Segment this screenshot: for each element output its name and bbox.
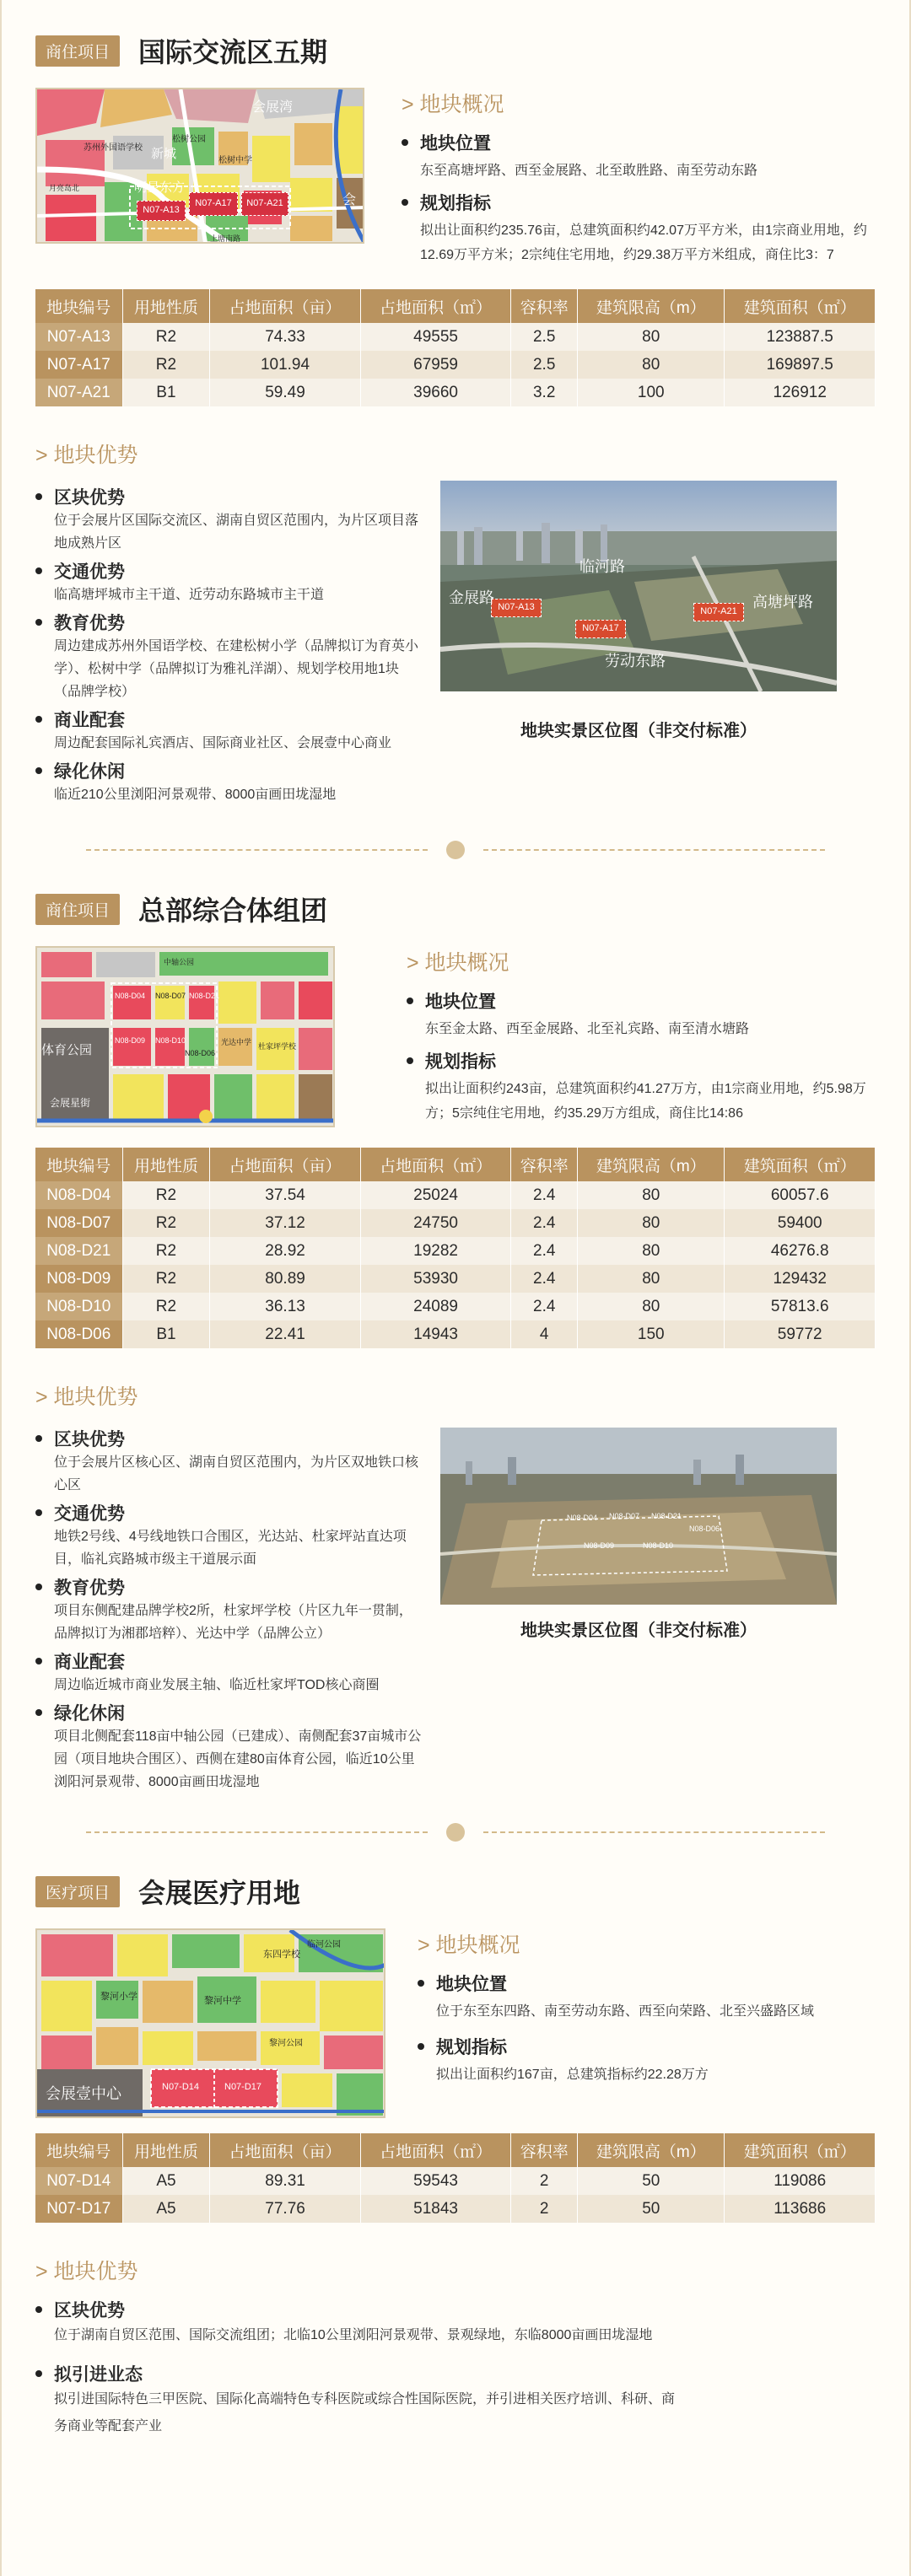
table-cell: 126912: [725, 379, 876, 406]
table-cell: 2.4: [511, 1209, 578, 1237]
table-cell: 80: [578, 1237, 725, 1265]
table-cell: R2: [122, 1181, 210, 1209]
advantages-list: [35, 481, 423, 809]
table-header: 用地性质: [122, 1148, 210, 1181]
table-cell: R2: [122, 351, 210, 379]
table-cell: 101.94: [210, 351, 361, 379]
table-cell: 100: [578, 379, 725, 406]
table-cell: 77.76: [210, 2195, 361, 2223]
table-cell: 24089: [360, 1293, 511, 1320]
table-header: 占地面积（㎡）: [360, 2133, 511, 2167]
photo-plot: N07-A21: [693, 603, 744, 621]
overview-item: [407, 1048, 876, 1126]
advantage-text: 周边配套国际礼宾酒店、国际商业社区、会展壹中心商业: [54, 736, 392, 750]
photo-road-label: 劳动东路: [605, 653, 666, 670]
table-cell: 129432: [725, 1265, 876, 1293]
advantages-list: [35, 1422, 423, 1797]
map-plot: N08-D10: [155, 1036, 186, 1045]
table-cell: 2.4: [511, 1237, 578, 1265]
table-header: 容积率: [511, 1148, 578, 1181]
advantages-heading: > 地块优势: [35, 2260, 138, 2283]
location-map: [35, 946, 335, 1127]
table-cell: 2.4: [511, 1265, 578, 1293]
overview-heading: > 地块概况: [418, 1933, 520, 1957]
map-plot: N07-D14: [162, 2082, 200, 2092]
map-label: 东四学校: [263, 1949, 300, 1960]
map-plot: N08-D09: [115, 1036, 146, 1045]
table-row: [35, 1181, 876, 1209]
section-title: 总部综合体组团: [138, 895, 328, 926]
photo-road-label: 金展路: [449, 589, 494, 606]
table-cell: N07-A13: [35, 323, 122, 351]
table-cell: 22.41: [210, 1320, 361, 1348]
map-graphic: [37, 89, 364, 244]
map-plot: N08-D07: [155, 992, 186, 1000]
overview-item-text: 东至高塘坪路、西至金展路、北至敢胜路、南至劳动东路: [420, 164, 758, 178]
advantage-text: 项目东侧配建品牌学校2所，杜家坪学校（片区九年一贯制，品牌拟订为湘郡培粹）、光达中学（品牌公立）: [54, 1604, 412, 1641]
overview-item: [402, 130, 876, 183]
overview-item: [407, 988, 876, 1041]
advantage-title: 拟引进业态: [35, 2361, 677, 2386]
table-cell: 80: [578, 351, 725, 379]
advantage-text: 临近210公里浏阳河景观带、8000亩画田垅湿地: [54, 788, 337, 802]
table-row: [35, 1237, 876, 1265]
table-cell: 2.5: [511, 323, 578, 351]
table-cell: 39660: [360, 379, 511, 406]
table-header: 地块编号: [35, 289, 122, 323]
map-plot: N07-D17: [224, 2082, 262, 2092]
table-row: [35, 1320, 876, 1348]
section-intl-exchange: [2, 0, 909, 809]
photo-road-label: 临河路: [579, 558, 625, 575]
table-header: 占地面积（亩）: [210, 289, 361, 323]
table-cell: N08-D06: [35, 1320, 122, 1348]
project-tag: 医疗项目: [35, 1876, 120, 1907]
table-row: [35, 351, 876, 379]
photo-plot: N08-D06: [689, 1525, 720, 1533]
table-cell: N07-A21: [35, 379, 122, 406]
overview-item-title: 规划指标: [402, 190, 876, 215]
overview-item-text: 拟出让面积约243亩，总建筑面积约41.27万方，由1宗商业用地，约5.98万方；5宗纯住宅用地，约35.29万方组成，商住比14:86: [425, 1082, 866, 1121]
table-cell: 4: [511, 1320, 578, 1348]
section-medical: [2, 1866, 909, 2440]
table-cell: 150: [578, 1320, 725, 1348]
table-header: 建筑限高（m）: [578, 2133, 725, 2167]
map-label: 会: [342, 193, 357, 207]
overview-heading: > 地块概况: [407, 951, 509, 975]
table-cell: 28.92: [210, 1237, 361, 1265]
table-cell: 50: [578, 2195, 725, 2223]
map-label: 光达中学: [221, 1038, 252, 1046]
map-label: 中轴公园: [164, 958, 195, 966]
plot-table: [35, 1148, 876, 1348]
table-cell: A5: [122, 2195, 210, 2223]
section-hq-complex: [2, 884, 909, 1797]
map-label: 会展壹中心: [46, 2085, 121, 2102]
table-cell: 80: [578, 1209, 725, 1237]
advantage-text: 地铁2号线、4号线地铁口合围区，光达站、杜家坪站直达项目，临礼宾路城市级主干道展示面: [54, 1530, 407, 1567]
table-cell: 60057.6: [725, 1181, 876, 1209]
table-row: [35, 2195, 876, 2223]
table-row: [35, 1265, 876, 1293]
overview-item-text: 拟出让面积约167亩，总建筑指标约22.28万方: [436, 2068, 709, 2082]
table-cell: N08-D09: [35, 1265, 122, 1293]
advantage-text: 位于会展片区国际交流区、湖南自贸区范围内，为片区项目落地成熟片区: [54, 514, 419, 551]
table-cell: 2.5: [511, 351, 578, 379]
advantage-title: 区块优势: [35, 2297, 677, 2322]
map-label: 上塘南路: [210, 234, 241, 243]
photo-plot: N07-A13: [491, 599, 542, 617]
table-cell: R2: [122, 1293, 210, 1320]
table-cell: 46276.8: [725, 1237, 876, 1265]
photo-plot: N08-D09: [584, 1541, 615, 1550]
overview-item-text: 东至金太路、西至金展路、北至礼宾路、南至清水塘路: [425, 1022, 750, 1036]
map-label: 体育公园: [41, 1043, 93, 1057]
table-header: 容积率: [511, 289, 578, 323]
overview-item-text: 位于东至东四路、南至劳动东路、西至向荣路、北至兴盛路区域: [436, 2004, 815, 2019]
table-cell: R2: [122, 1265, 210, 1293]
table-header: 建筑面积（㎡）: [725, 1148, 876, 1181]
photo-plot: N08-D10: [643, 1541, 674, 1550]
photo-plot: N07-A17: [575, 620, 626, 638]
table-cell: 59772: [725, 1320, 876, 1348]
table-cell: R2: [122, 1209, 210, 1237]
advantage-text: 项目北侧配套118亩中轴公园（已建成）、南侧配套37亩城市公园（项目地块合围区）、西侧在建80亩体育公园，临近10公里浏阳河景观带、8000亩画田垅湿地: [54, 1729, 422, 1789]
table-header: 容积率: [511, 2133, 578, 2167]
table-cell: N08-D04: [35, 1181, 122, 1209]
map-label: 临河公园: [307, 1940, 341, 1949]
table-cell: 119086: [725, 2167, 876, 2195]
table-cell: 24750: [360, 1209, 511, 1237]
table-cell: 113686: [725, 2195, 876, 2223]
table-cell: 59543: [360, 2167, 511, 2195]
advantage-title: 绿化休闲: [35, 758, 423, 783]
table-header: 建筑面积（㎡）: [725, 2133, 876, 2167]
aerial-photo: [440, 481, 837, 691]
table-cell: 80: [578, 1265, 725, 1293]
section-header: [35, 1866, 876, 1917]
map-label: 黎河中学: [204, 1996, 241, 2006]
table-cell: N07-A17: [35, 351, 122, 379]
overview-item-title: 规划指标: [418, 2034, 876, 2059]
photo-plot: N08-D07: [609, 1512, 640, 1520]
advantage-title: 商业配套: [35, 1648, 423, 1674]
table-header: 建筑面积（㎡）: [725, 289, 876, 323]
aerial-photo: [440, 1428, 837, 1605]
plot-table: [35, 289, 876, 406]
overview-item-text: 拟出让面积约235.76亩，总建筑面积约42.07万平方米，由1宗商业用地，约12.69万平方米；2宗纯住宅用地，约29.38万平方米组成，商住比3：7: [420, 223, 867, 262]
table-header: 用地性质: [122, 289, 210, 323]
table-cell: B1: [122, 1320, 210, 1348]
table-cell: N08-D21: [35, 1237, 122, 1265]
map-label: 会展星街: [50, 1097, 91, 1109]
table-cell: 2.4: [511, 1181, 578, 1209]
table-header-row: [35, 2133, 876, 2167]
table-cell: 25024: [360, 1181, 511, 1209]
table-cell: 59.49: [210, 379, 361, 406]
advantage-text: 周边建成苏州外国语学校、在建松树小学（品牌拟订为育英小学）、松树中学（品牌拟订为雅礼洋湖）、规划学校用地1块（品牌学校）: [54, 639, 419, 699]
table-cell: R2: [122, 323, 210, 351]
advantages-heading: > 地块优势: [35, 444, 138, 467]
table-cell: 14943: [360, 1320, 511, 1348]
table-row: [35, 323, 876, 351]
map-label: 黎河公园: [269, 2039, 303, 2048]
map-plot: N08-D04: [115, 992, 146, 1000]
table-cell: 3.2: [511, 379, 578, 406]
table-header-row: [35, 1148, 876, 1181]
section-header: [35, 884, 876, 934]
map-label: 新城: [151, 147, 177, 161]
advantage-text: 位于湖南自贸区范围、国际交流组团；北临10公里浏阳河景观带、景观绿地，东临8000亩画田垅湿地: [54, 2328, 653, 2342]
photo-road-label: 高塘坪路: [752, 594, 813, 610]
map-label: 苏州外国语学校: [84, 143, 143, 153]
table-header-row: [35, 289, 876, 323]
table-cell: 2: [511, 2167, 578, 2195]
section-title: 国际交流区五期: [138, 37, 328, 67]
map-plot: N08-D06: [185, 1049, 216, 1057]
table-cell: 59400: [725, 1209, 876, 1237]
table-row: [35, 2167, 876, 2195]
overview-heading: > 地块概况: [402, 93, 504, 116]
table-row: [35, 1293, 876, 1320]
map-label: 杜家坪学校: [258, 1042, 297, 1051]
table-cell: 2.4: [511, 1293, 578, 1320]
table-cell: 2: [511, 2195, 578, 2223]
photo-caption: 地块实景区位图（非交付标准）: [520, 1621, 757, 1640]
advantage-text: 位于会展片区核心区、湖南自贸区范围内，为片区双地铁口核心区: [54, 1455, 419, 1492]
table-row: [35, 1209, 876, 1237]
table-cell: 37.12: [210, 1209, 361, 1237]
table-cell: 89.31: [210, 2167, 361, 2195]
overview-item: [418, 1971, 876, 2024]
overview-item-title: 规划指标: [407, 1048, 876, 1073]
photo-plot: N08-D21: [651, 1512, 682, 1520]
table-cell: R2: [122, 1237, 210, 1265]
table-cell: N08-D10: [35, 1293, 122, 1320]
advantage-title: 教育优势: [35, 610, 423, 635]
advantages-list: [35, 2297, 677, 2440]
section-title: 会展医疗用地: [138, 1878, 301, 1908]
table-row: [35, 379, 876, 406]
advantage-text: 周边临近城市商业发展主轴、临近杜家坪TOD核心商圈: [54, 1678, 380, 1692]
map-plot: N07-A13: [137, 201, 186, 221]
map-label: 会展湾: [252, 100, 294, 115]
table-cell: 80: [578, 323, 725, 351]
table-cell: A5: [122, 2167, 210, 2195]
table-cell: 51843: [360, 2195, 511, 2223]
advantage-title: 区块优势: [35, 484, 423, 509]
overview-item: [418, 2034, 876, 2087]
table-cell: 57813.6: [725, 1293, 876, 1320]
photo-caption: 地块实景区位图（非交付标准）: [520, 722, 757, 740]
table-cell: 50: [578, 2167, 725, 2195]
table-cell: 80: [578, 1293, 725, 1320]
table-cell: 80: [578, 1181, 725, 1209]
advantage-title: 交通优势: [35, 1500, 423, 1525]
photo-plot: N08-D04: [567, 1514, 598, 1522]
table-cell: 53930: [360, 1265, 511, 1293]
table-header: 占地面积（㎡）: [360, 1148, 511, 1181]
plot-overview: [364, 88, 876, 274]
table-cell: B1: [122, 379, 210, 406]
location-map: [35, 1928, 385, 2118]
plot-table: [35, 2133, 876, 2223]
location-map: [35, 88, 364, 244]
map-plot: N07-A21: [241, 192, 288, 216]
advantage-title: 商业配套: [35, 707, 423, 732]
advantage-text: 临高塘坪城市主干道、近劳动东路城市主干道: [54, 588, 325, 602]
project-tag: 商住项目: [35, 35, 120, 67]
advantage-title: 绿化休闲: [35, 1700, 423, 1725]
table-cell: 67959: [360, 351, 511, 379]
table-cell: N07-D14: [35, 2167, 122, 2195]
table-cell: 123887.5: [725, 323, 876, 351]
table-header: 用地性质: [122, 2133, 210, 2167]
map-label: 黎河小学: [100, 1992, 137, 2002]
advantage-title: 教育优势: [35, 1574, 423, 1600]
table-cell: 37.54: [210, 1181, 361, 1209]
table-header: 占地面积（㎡）: [360, 289, 511, 323]
table-header: 地块编号: [35, 2133, 122, 2167]
table-cell: 80.89: [210, 1265, 361, 1293]
map-label: 松树公园: [172, 135, 206, 144]
map-label: 月亮岛北: [49, 184, 80, 192]
advantages-heading: > 地块优势: [35, 1385, 138, 1409]
map-plot: N08-D21: [189, 992, 220, 1000]
table-header: 地块编号: [35, 1148, 122, 1181]
map-label: 明昱东方: [134, 180, 186, 195]
overview-item-title: 地块位置: [418, 1971, 876, 1996]
table-header: 占地面积（亩）: [210, 1148, 361, 1181]
table-cell: 169897.5: [725, 351, 876, 379]
project-tag: 商住项目: [35, 894, 120, 925]
map-label: 松树中学: [218, 156, 252, 165]
table-cell: 36.13: [210, 1293, 361, 1320]
section-divider: [2, 816, 909, 884]
table-cell: 19282: [360, 1237, 511, 1265]
advantage-title: 区块优势: [35, 1426, 423, 1451]
table-header: 建筑限高（m）: [578, 1148, 725, 1181]
table-cell: N08-D07: [35, 1209, 122, 1237]
table-cell: 74.33: [210, 323, 361, 351]
table-header: 占地面积（亩）: [210, 2133, 361, 2167]
overview-item-title: 地块位置: [407, 988, 876, 1014]
table-cell: 49555: [360, 323, 511, 351]
table-header: 建筑限高（m）: [578, 289, 725, 323]
section-divider: [2, 1799, 909, 1866]
table-cell: N07-D17: [35, 2195, 122, 2223]
advantage-text: 拟引进国际特色三甲医院、国际化高端特色专科医院或综合性国际医院，并引进相关医疗培训、科研、商务商业等配套产业: [54, 2392, 676, 2433]
plot-overview: [385, 1928, 876, 2118]
plot-overview: [335, 946, 876, 1132]
map-plot: N07-A17: [189, 192, 238, 216]
overview-item-title: 地块位置: [402, 130, 876, 155]
advantage-title: 交通优势: [35, 558, 423, 583]
section-header: [35, 25, 876, 76]
overview-item: [402, 190, 876, 267]
